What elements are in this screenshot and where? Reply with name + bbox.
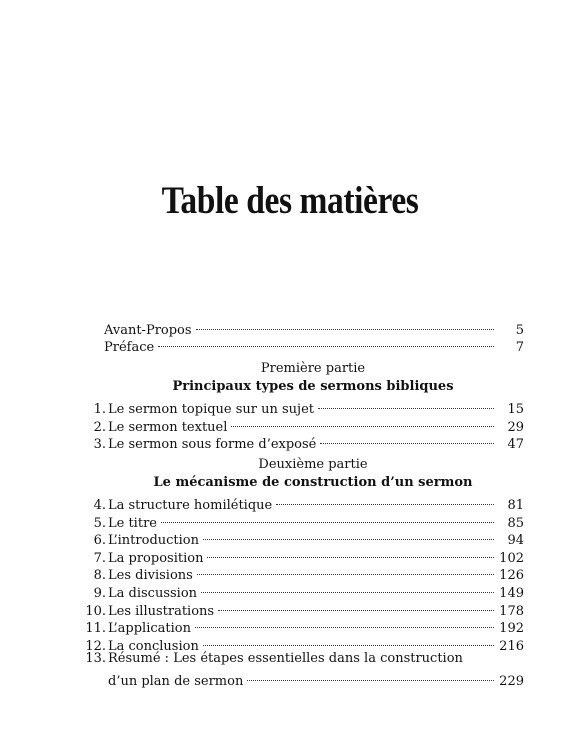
dot-leader <box>247 667 494 685</box>
dot-leader <box>203 632 494 650</box>
dot-leader <box>318 395 494 413</box>
dot-leader <box>207 544 494 562</box>
toc-entry-page: 149 <box>499 585 524 601</box>
toc-entry-number: 11. <box>85 621 106 637</box>
toc-entry-label-continued: d’un plan de sermon <box>108 673 244 689</box>
toc-entry-page: 229 <box>499 673 524 689</box>
dot-leader <box>320 431 494 449</box>
dot-leader <box>195 615 494 633</box>
page-title: Table des matières <box>161 179 419 222</box>
toc-entry-number: 7. <box>93 550 106 566</box>
toc-entry-label: L’introduction <box>108 533 199 549</box>
part-heading-2: Deuxième partie <box>258 457 368 473</box>
toc-entry-page: 7 <box>515 340 524 356</box>
toc-entry-page: 94 <box>507 533 524 549</box>
toc-entry-label: La proposition <box>108 550 204 566</box>
dot-leader <box>197 562 494 580</box>
toc-entry-label: Le sermon topique sur un sujet <box>108 401 315 417</box>
toc-entry-label: Le titre <box>108 515 157 531</box>
toc-entry-label: Résumé : Les étapes essentielles dans la construction <box>108 650 463 666</box>
part-heading-1: Première partie <box>260 361 366 377</box>
toc-entry-page: 29 <box>507 419 524 435</box>
toc-entry-label: Préface <box>104 340 155 356</box>
toc-entry-number: 8. <box>93 568 106 584</box>
dot-leader <box>231 413 494 431</box>
toc-entry-label: Avant-Propos <box>104 322 192 338</box>
toc-entry-number: 4. <box>93 497 106 513</box>
dot-leader <box>201 579 494 597</box>
toc-entry-page: 216 <box>499 638 524 654</box>
toc-entry-number: 1. <box>93 401 106 417</box>
toc-entry-label: Les divisions <box>108 568 193 584</box>
toc-entry-label: Les illustrations <box>108 603 215 619</box>
dot-leader <box>158 334 494 352</box>
toc-entry-page: 15 <box>507 401 524 417</box>
dot-leader <box>218 597 494 615</box>
dot-leader <box>161 509 494 527</box>
table-of-contents <box>82 316 524 689</box>
toc-entry-avant-propos <box>82 316 524 338</box>
toc-entry-label: La conclusion <box>108 638 199 654</box>
dot-leader <box>276 491 494 509</box>
toc-entry-summary-line2 <box>82 667 524 689</box>
toc-entry-number: 12. <box>85 638 106 654</box>
part-title-2: Le mécanisme de construction d’un sermon <box>153 474 473 490</box>
toc-entry-label: L’application <box>108 621 191 637</box>
toc-entry-page: 178 <box>499 603 524 619</box>
toc-entry-page: 102 <box>499 550 524 566</box>
toc-entry-label: La structure homilétique <box>108 497 273 513</box>
toc-entry-page: 192 <box>499 621 524 637</box>
toc-entry-page: 81 <box>507 497 524 513</box>
toc-entry-page: 5 <box>515 322 524 338</box>
toc-entry-label: Le sermon sous forme d’exposé <box>108 437 317 453</box>
toc-entry-number: 5. <box>93 515 106 531</box>
toc-entry <box>82 395 524 417</box>
toc-entry-label: Le sermon textuel <box>108 419 228 435</box>
dot-leader <box>203 527 494 545</box>
toc-entry-number: 2. <box>93 419 106 435</box>
dot-leader <box>196 316 494 334</box>
toc-entry-number: 3. <box>93 437 106 453</box>
toc-entry-number: 10. <box>85 603 106 619</box>
toc-entry-number: 9. <box>93 585 106 601</box>
toc-entry-summary-line1 <box>82 650 524 668</box>
toc-entry-page: 47 <box>507 437 524 453</box>
toc-entry <box>82 491 524 513</box>
toc-entry-number: 6. <box>93 533 106 549</box>
toc-entry-page: 126 <box>499 568 524 584</box>
toc-entry-number: 13. <box>85 650 106 666</box>
toc-entry-label: La discussion <box>108 585 198 601</box>
part-title-1: Principaux types de sermons bibliques <box>172 378 454 394</box>
toc-entry-page: 85 <box>507 515 524 531</box>
